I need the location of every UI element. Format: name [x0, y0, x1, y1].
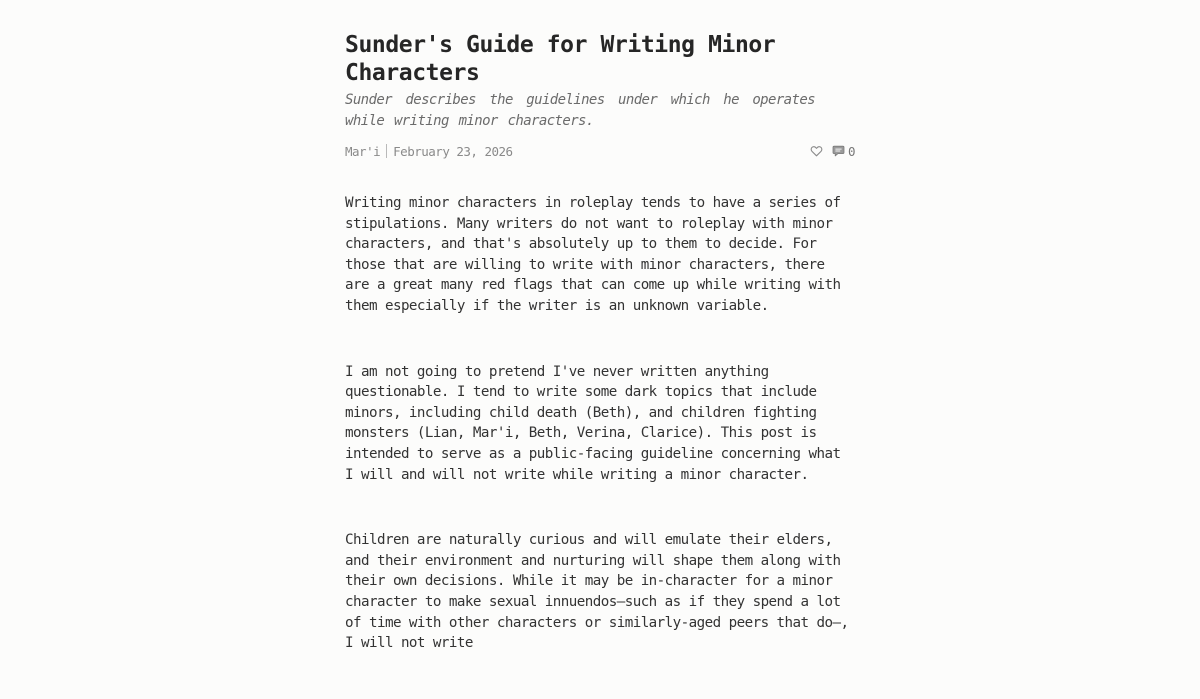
meta-divider — [386, 144, 387, 158]
comments-button[interactable] — [832, 144, 855, 159]
author-name[interactable]: Mar'i — [345, 143, 381, 159]
post-actions — [810, 144, 855, 159]
post-body — [345, 193, 855, 654]
post-date: February 23, 2026 — [393, 143, 513, 159]
comment-count: 0 — [847, 143, 855, 159]
post-meta — [345, 141, 855, 161]
like-button[interactable] — [810, 145, 823, 157]
comment-bubble-icon — [832, 145, 845, 157]
heart-icon — [810, 145, 823, 157]
body-paragraph: Children are naturally curious and will emulate their elders, and their environment and nurturing will shape them along with their own decisions. While it may be in-character for a minor character to make sexual innuendos—such as if they spend a lot of time with other characters or similarly-aged peers that do—, I will not write — [345, 532, 849, 652]
post-subtitle: Sunder describes the guidelines under which he operates while writing minor characters. — [345, 92, 815, 129]
body-paragraph: Writing minor characters in roleplay tends to have a series of stipulations. Many writers do not want to roleplay with minor characters, and that's absolutely up to them to decide. For those that are willing to write with minor characters, there are a great many red flags that can come up while writing with them especially if the writer is an unknown variable. — [345, 195, 841, 314]
post-title: Sunder's Guide for Writing Minor Characters — [345, 32, 776, 86]
byline — [345, 144, 513, 159]
body-paragraph: I am not going to pretend I've never written anything questionable. I tend to write some dark topics that include minors, including child death (Beth), and children fighting monsters (Lian, Mar'i, Beth, Verina, Clarice). This post is intended to serve as a public-facing guideline concerning what I will and will not write while writing a minor character. — [345, 363, 841, 483]
article — [345, 0, 855, 699]
